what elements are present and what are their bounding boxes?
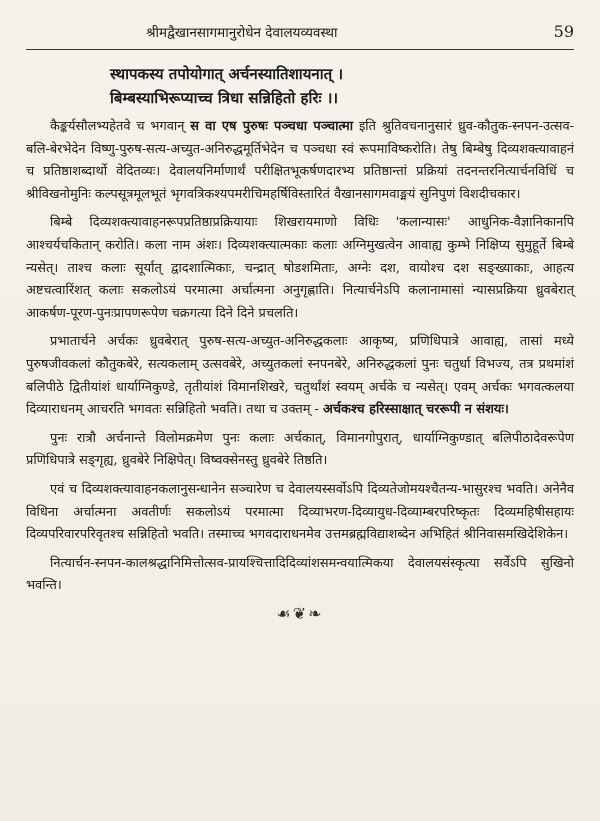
paragraph-1-end: इति श्रुतिवचनानुसारं ध्रुव-कौतुक-स्नपन-उत्सव-बलि-बेरभेदेन विष्णु-पुरुष-सत्य-अच्युत-अनिरुद्धमूर्तिभेदेन च पञ्चधा स्वं रूपमाविष्करोति। तेषु बिम्बेषु दिव्यशक्त्यावाहनं च प्रतिष्ठाशब्दार्थो वेदितव्यः। देवालयनिर्माणार्थं परीक्षितभूकर्षणदारभ्य प्रतिष्ठान्तां प्रक्रियां तदनन्तरनित्यार्चनविधिं च श्रीविखनोमुनिः कल्पसूत्रमूलभूतं भृगवत्रिकश्यपमरीचिमहर्षिविस्तारितं वैखानसागमवाङ्मयं सुनिपुणं विशदीचकार। bbox=[26, 119, 574, 202]
paragraph-4: पुनः रात्रौ अर्चनान्ते विलोमक्रमेण पुनः कलाः अर्चकात्, विमानगोपुरात्, धार्याग्निकुण्डात् बलिपीठादेवरूपेण प्रणिधिपात्रे सङ्गृह्य, ध्रुवबेरे निक्षिपेत्। विष्वक्सेनस्तु ध्रुवबेरे तिष्ठति। bbox=[26, 430, 574, 469]
paragraph-2: बिम्बे दिव्यशक्त्यावाहनरूपप्रतिष्ठाप्रक्रियायाः शिखरायमाणो विधिः 'कलान्यासः' आधुनिक-वैज्ञानिकानपि आश्चर्यचकितान् करोति। कला नाम अंशः। दिव्यशक्त्यात्मकाः कलाः अग्निमुखत्वेन आवाह्य कुम्भे निक्षिप्य सुमुहूर्ते बिम्बे न्यसेत्। ताश्च कलाः सूर्यात् द्वादशात्मिकाः, चन्द्रात् षोडशमिताः, अग्नेः दश, वायोश्च दश सङ्ख्याकाः, आहत्य अष्टचत्वारिंशत् कलाः सकलोऽयं परमात्मा अर्चात्मना अनुगृह्णाति। नित्यार्चनेऽपि कलानामासां न्यासप्रक्रिया ध्रुवबेरात् आकर्षण-पूरण-पुनःप्रापणरूपेण चक्रगत्या दिने दिने प्रचलति। bbox=[26, 215, 574, 321]
page-header bbox=[26, 22, 574, 50]
running-title: श्रीमद्वैखानसागमानुरोधेन देवालयव्यवस्था bbox=[146, 25, 338, 41]
paragraph-3 bbox=[26, 331, 574, 421]
page-number: 59 bbox=[553, 22, 574, 41]
paragraph-1-start: कैङ्कर्यसौलभ्यहेतवे च भगवान् bbox=[50, 119, 191, 134]
paragraph-1 bbox=[26, 116, 574, 206]
paragraph-1-quote: स वा एष पुरुषः पञ्चधा पञ्चात्मा bbox=[190, 119, 354, 134]
paragraph-3-start: प्रभातार्चने अर्चकः ध्रुवबेरात् पुरुष-सत्य-अच्युत-अनिरुद्धकलाः आकृष्य, प्रणिधिपात्रे आवाह्य, तासां मध्ये पुरुषजीवकलां कौतुकबेरे, सत्यकलाम् उत्सवबेरे, अच्युतकलां स्नपनबेरे, अनिरुद्धकलां पुनः चतुर्धा विभज्य, तत्र प्रथमांशं बलिपीठे द्वितीयांशं धार्याग्निकुण्डे, तृतीयांशं विमानशिखरे, चतुर्थांशं स्वयम् अर्चके च न्यसेत्। एवम् अर्चकः भगवत्कलया दिव्याराधनम् आचरति भगवतः सन्निहितो भवति। तथा च उक्तम् - bbox=[26, 334, 574, 418]
ornament-divider: ☙❦❧ bbox=[276, 603, 324, 623]
paragraph-5: एवं च दिव्यशक्त्यावाहनकलानुसन्धानेन सञ्चारेण च देवालयस्सर्वोऽपि दिव्यतेजोमयश्चैतन्य-भासुरश्च भवति। अनेनैव विधिना अर्चात्मना अवतीर्णः सकलोऽयं परमात्मा दिव्याभरण-दिव्यायुध-दिव्याम्बरपरिष्कृतः दिव्यमहिषीसहायः दिव्यपरिवारपरिवृतश्च सन्निहितो भवति। तस्माच्च भगवदाराधनमेव उत्तमब्रह्मविद्याशब्देन अभिहितं श्रीनिवासमखिदेशिकेन। bbox=[26, 481, 574, 543]
paragraph-3-quote: अर्चकश्च हरिस्साक्षात् चररूपी न संशयः। bbox=[323, 402, 509, 418]
verse-line-2: बिम्बस्याभिरूप्याच्च त्रिधा सन्निहितो हरिः ।। bbox=[110, 89, 339, 107]
verse-line-1: स्थापकस्य तपोयोगात् अर्चनस्यातिशायनात् । bbox=[110, 65, 344, 83]
paragraph-6: नित्यार्चन-स्नपन-कालश्रद्धानिमित्तोत्सव-प्रायश्चित्तादिदिव्यांशसमन्वयात्मिकया देवालयसंस्कृत्या सर्वेऽपि सुखिनो भवन्ति। bbox=[26, 555, 574, 594]
